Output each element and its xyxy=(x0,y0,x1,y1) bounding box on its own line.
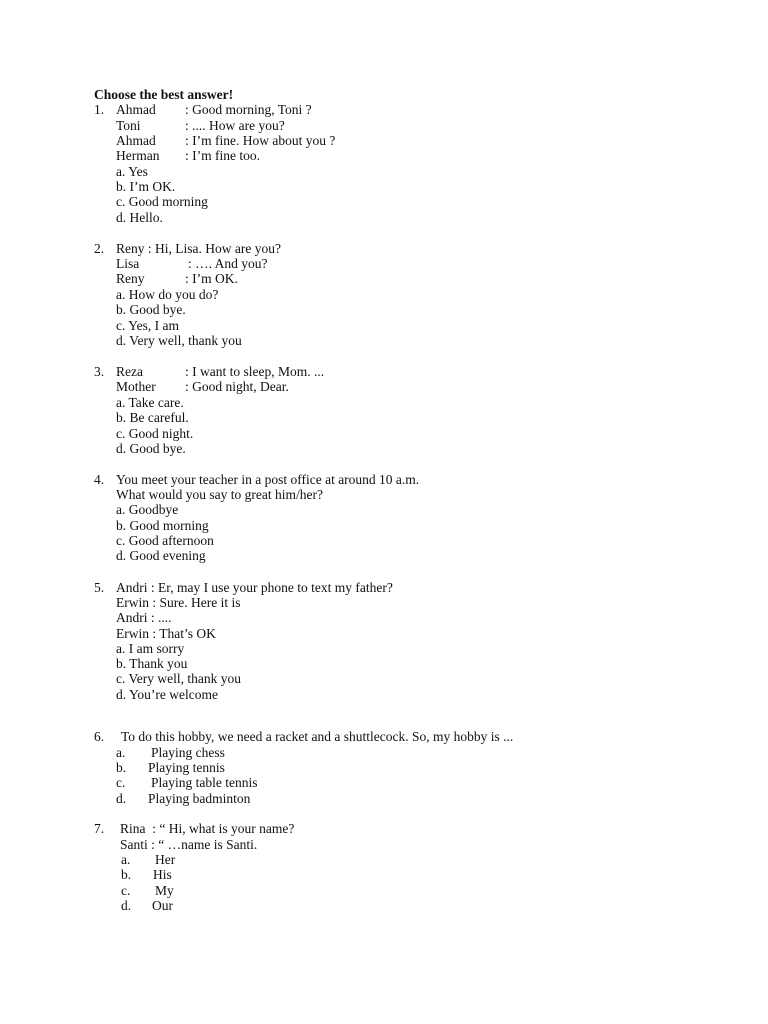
question-text: Andri : .... xyxy=(116,610,172,625)
question-text: Erwin : That’s OK xyxy=(116,626,216,641)
question-text: Andri : Er, may I use your phone to text my father? xyxy=(116,580,393,595)
option-text: My xyxy=(155,883,174,898)
answer-option: d. You’re welcome xyxy=(116,687,218,702)
question-number: 4. xyxy=(94,472,105,487)
answer-option: b. Good morning xyxy=(116,518,209,533)
option-letter: a. xyxy=(116,745,126,760)
option-letter: b. xyxy=(116,760,127,775)
question-text: You meet your teacher in a post office at around 10 a.m. xyxy=(116,472,420,487)
option-letter: d. xyxy=(121,898,132,913)
answer-option: a. Take care. xyxy=(116,395,184,410)
dialogue-line: : …. And you? xyxy=(188,256,268,271)
question-number: 3. xyxy=(94,364,105,379)
dialogue-speaker: Reny xyxy=(116,271,145,286)
option-text: Playing table tennis xyxy=(151,775,258,790)
answer-option: a. Yes xyxy=(116,164,148,179)
option-text: Our xyxy=(152,898,173,913)
option-text: Playing badminton xyxy=(148,791,251,806)
answer-option: b. I’m OK. xyxy=(116,179,176,194)
dialogue-line: : I’m fine. How about you ? xyxy=(185,133,336,148)
option-text: His xyxy=(153,867,172,882)
dialogue-line: : I’m OK. xyxy=(185,271,238,286)
option-letter: d. xyxy=(116,791,127,806)
answer-option: a. I am sorry xyxy=(116,641,185,656)
answer-option: d. Good evening xyxy=(116,548,206,563)
question-number: 5. xyxy=(94,580,105,595)
question-prompt: Reny : Hi, Lisa. How are you? xyxy=(116,241,281,256)
dialogue-speaker: Ahmad xyxy=(116,102,156,117)
answer-option: d. Very well, thank you xyxy=(116,333,242,348)
answer-option: c. Very well, thank you xyxy=(116,671,241,686)
answer-option: c. Good night. xyxy=(116,426,194,441)
option-letter: b. xyxy=(121,867,132,882)
answer-option: c. Yes, I am xyxy=(116,318,179,333)
answer-option: c. Good morning xyxy=(116,194,208,209)
option-text: Playing chess xyxy=(151,745,225,760)
question-number: 2. xyxy=(94,241,105,256)
question-prompt: To do this hobby, we need a racket and a shuttlecock. So, my hobby is ... xyxy=(121,729,514,744)
dialogue-speaker: Reza xyxy=(116,364,143,379)
answer-option: b. Be careful. xyxy=(116,410,189,425)
option-letter: c. xyxy=(116,775,126,790)
question-number: 7. xyxy=(94,821,105,836)
dialogue-line: : I want to sleep, Mom. ... xyxy=(185,364,325,379)
answer-option: b. Good bye. xyxy=(116,302,186,317)
option-letter: c. xyxy=(121,883,131,898)
question-text: What would you say to great him/her? xyxy=(116,487,323,502)
worksheet-title: Choose the best answer! xyxy=(94,87,234,102)
question-text: Erwin : Sure. Here it is xyxy=(116,595,241,610)
answer-option: a. Goodbye xyxy=(116,502,179,517)
answer-option: d. Good bye. xyxy=(116,441,186,456)
dialogue-speaker: Ahmad xyxy=(116,133,156,148)
option-text: Playing tennis xyxy=(148,760,225,775)
question-text: Santi : “ …name is Santi. xyxy=(120,837,258,852)
option-letter: a. xyxy=(121,852,131,867)
question-number: 1. xyxy=(94,102,105,117)
dialogue-speaker: Herman xyxy=(116,148,160,163)
answer-option: c. Good afternoon xyxy=(116,533,214,548)
answer-option: b. Thank you xyxy=(116,656,188,671)
dialogue-speaker: Toni xyxy=(116,118,141,133)
answer-option: d. Hello. xyxy=(116,210,163,225)
question-number: 6. xyxy=(94,729,105,744)
dialogue-line: : I’m fine too. xyxy=(185,148,260,163)
dialogue-speaker: Lisa xyxy=(116,256,140,271)
dialogue-line: : Good morning, Toni ? xyxy=(185,102,312,117)
answer-option: a. How do you do? xyxy=(116,287,219,302)
option-text: Her xyxy=(155,852,176,867)
question-prompt: Rina : “ Hi, what is your name? xyxy=(120,821,295,836)
dialogue-speaker: Mother xyxy=(116,379,156,394)
dialogue-line: : Good night, Dear. xyxy=(185,379,289,394)
dialogue-line: : .... How are you? xyxy=(185,118,285,133)
